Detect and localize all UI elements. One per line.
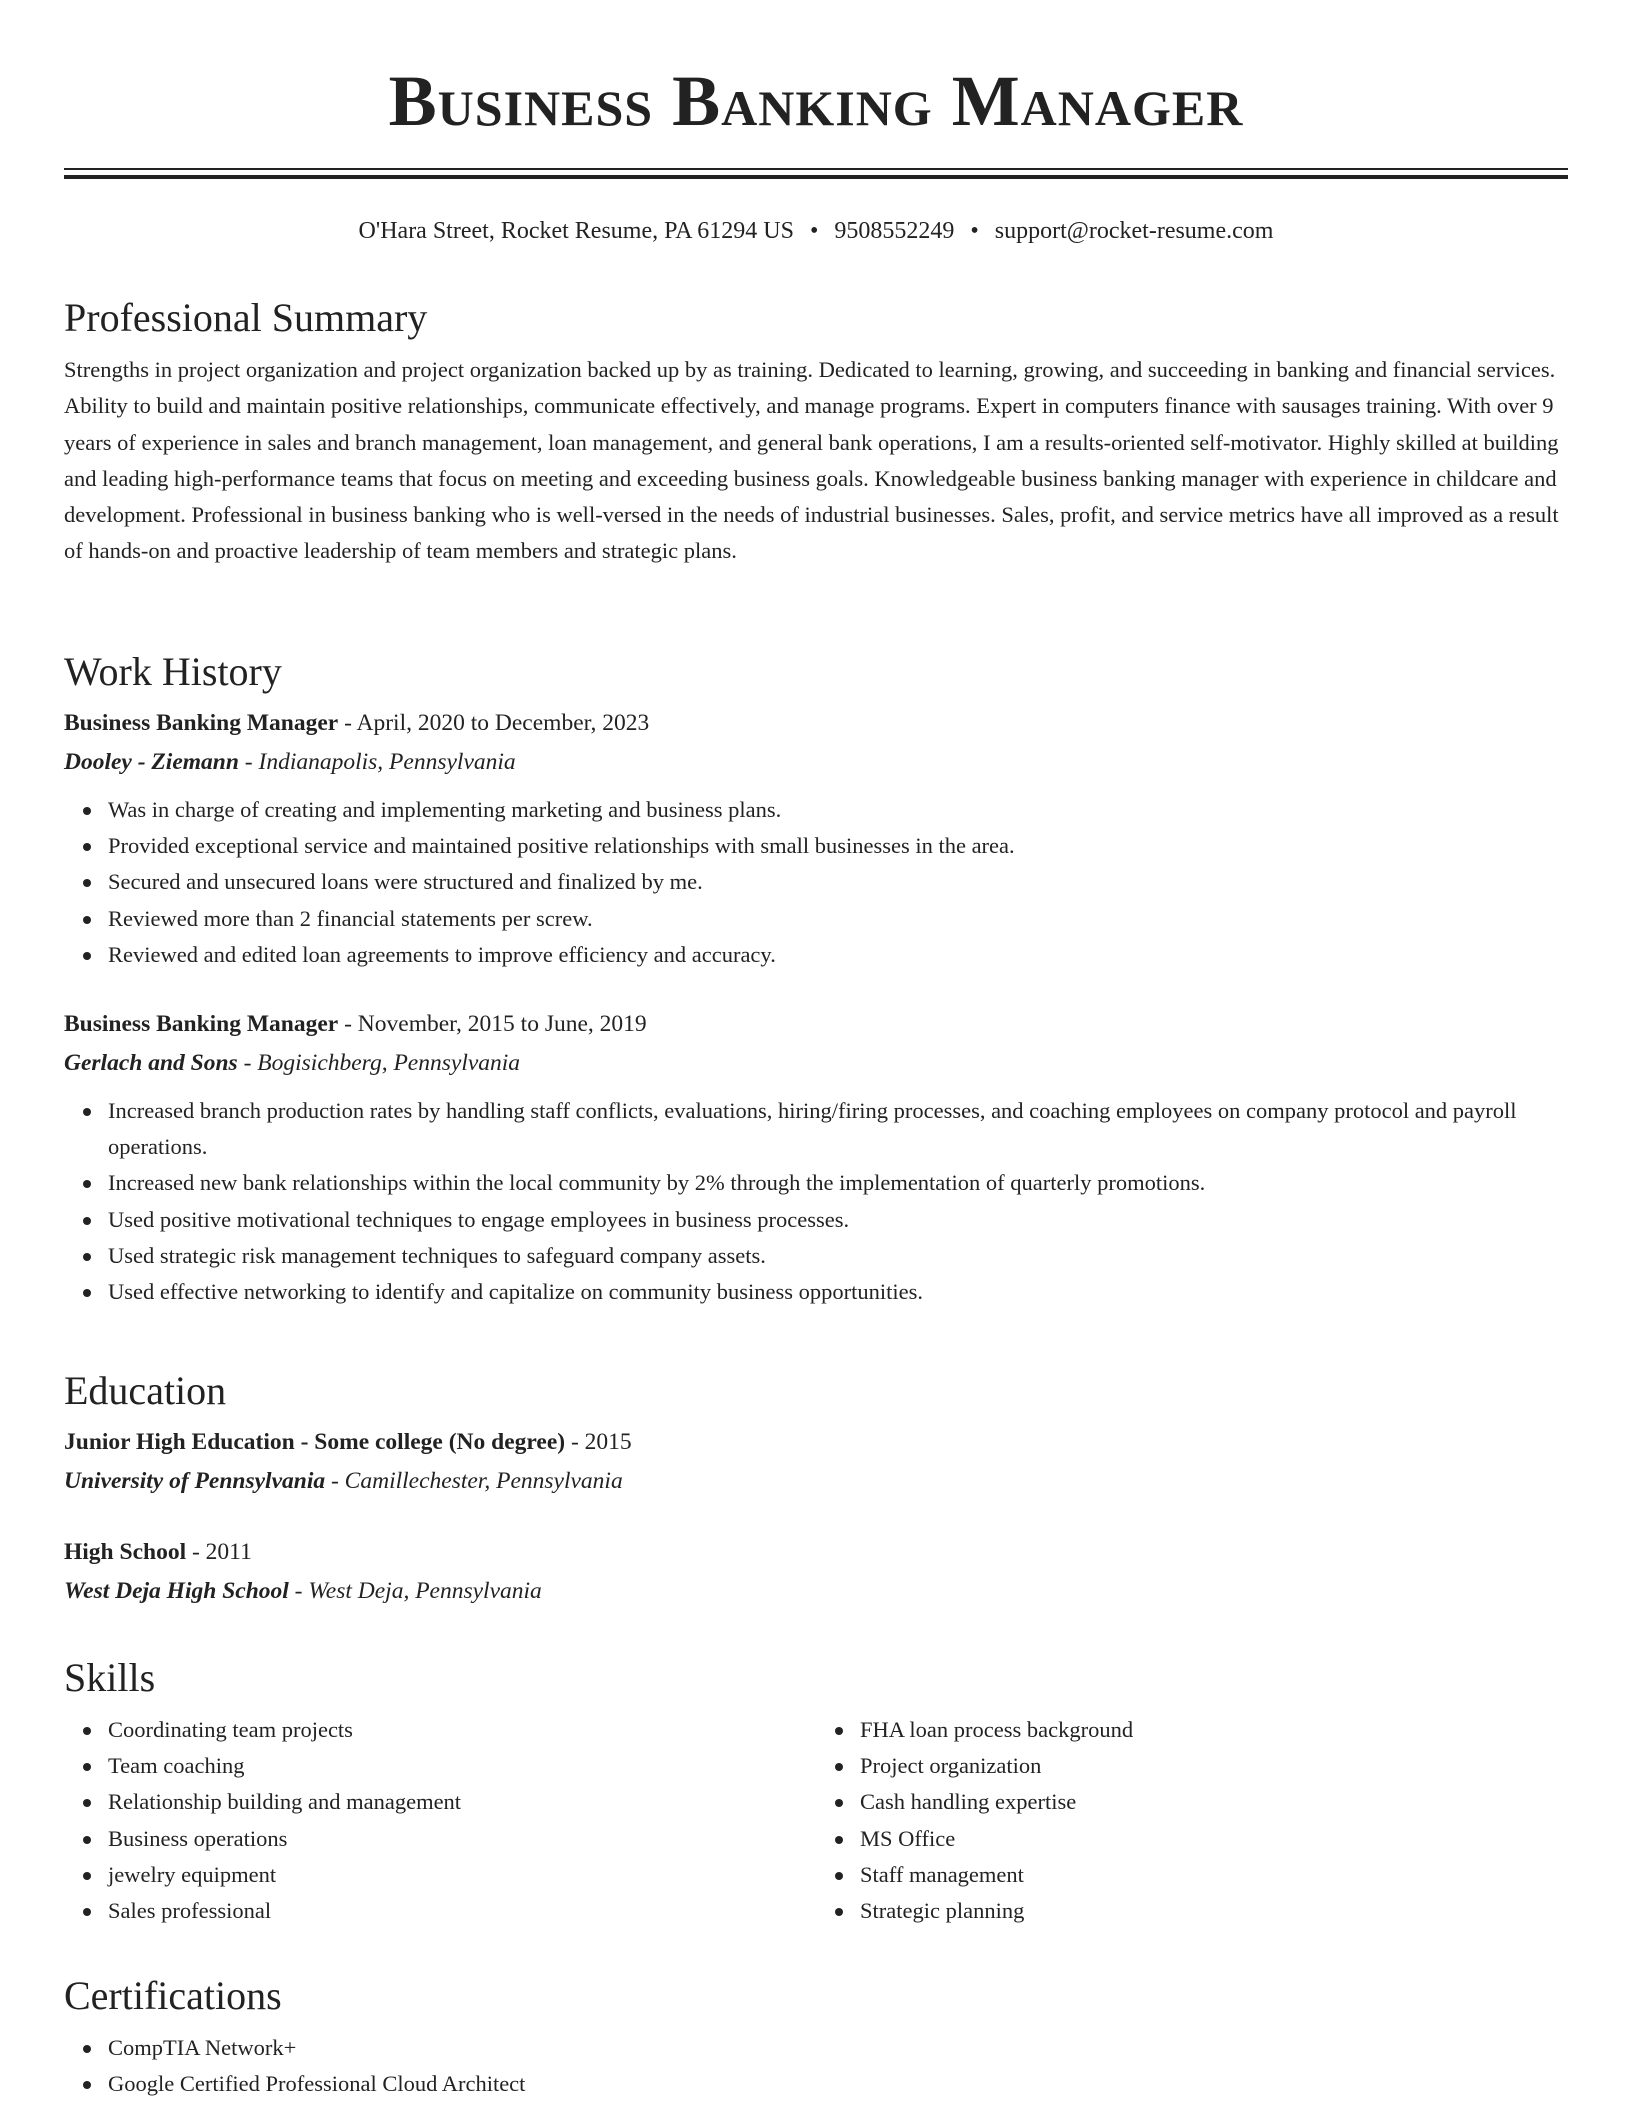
job-entry bbox=[64, 1005, 1568, 1310]
job-dates: - April, 2020 to December, 2023 bbox=[338, 710, 650, 736]
job-employer: Gerlach and Sons bbox=[64, 1050, 238, 1077]
job-bullets bbox=[64, 792, 1568, 973]
job-bullet: Increased branch production rates by handling staff conflicts, evaluations, hiring/firing processes, and coaching employees on company protocol and payroll operations. bbox=[108, 1093, 1568, 1165]
skill-item: Business operations bbox=[108, 1821, 816, 1857]
job-bullet: Reviewed more than 2 financial statements per screw. bbox=[108, 901, 1568, 937]
contact-separator: • bbox=[809, 218, 819, 244]
job-employer-line bbox=[64, 1043, 1568, 1083]
skill-item: FHA loan process background bbox=[860, 1712, 1568, 1748]
job-role-line bbox=[64, 1005, 1568, 1043]
job-bullet: Secured and unsecured loans were structured and finalized by me. bbox=[108, 864, 1568, 900]
education-year: - 2015 bbox=[565, 1429, 632, 1455]
certifications-list bbox=[64, 2030, 1568, 2102]
education-school-line bbox=[64, 1461, 1568, 1501]
education-school: University of Pennsylvania bbox=[64, 1468, 326, 1494]
job-bullet: Used positive motivational techniques to engage employees in business processes. bbox=[108, 1202, 1568, 1238]
skills-heading: Skills bbox=[64, 1655, 156, 1700]
contact-line bbox=[0, 214, 1632, 248]
job-location: - Indianapolis, Pennsylvania bbox=[238, 749, 516, 775]
job-location: - Bogisichberg, Pennsylvania bbox=[237, 1050, 521, 1077]
education-degree-line bbox=[64, 1533, 1568, 1571]
job-dates: - November, 2015 to June, 2019 bbox=[338, 1011, 647, 1038]
job-employer: Dooley - Ziemann bbox=[64, 749, 239, 775]
skill-item: Staff management bbox=[860, 1857, 1568, 1893]
skills-columns bbox=[64, 1712, 1568, 1929]
education-degree-line bbox=[64, 1423, 1568, 1461]
education-entry bbox=[64, 1423, 1568, 1501]
education-degree: Junior High Education - Some college (No degree) bbox=[64, 1429, 566, 1455]
job-title: Business Banking Manager bbox=[64, 1011, 339, 1038]
skill-item: Cash handling expertise bbox=[860, 1784, 1568, 1820]
job-employer-line bbox=[64, 742, 1568, 782]
job-bullet: Reviewed and edited loan agreements to improve efficiency and accuracy. bbox=[108, 937, 1568, 973]
skill-item: Coordinating team projects bbox=[108, 1712, 816, 1748]
education-degree: High School bbox=[64, 1539, 187, 1565]
skills-section bbox=[64, 1654, 1568, 1929]
skill-item: Strategic planning bbox=[860, 1893, 1568, 1929]
contact-phone: 9508552249 bbox=[834, 218, 955, 244]
job-bullet: Used strategic risk management techniques to safeguard company assets. bbox=[108, 1238, 1568, 1274]
certification-item: CompTIA Network+ bbox=[108, 2030, 1568, 2066]
education-location: - Camillechester, Pennsylvania bbox=[325, 1468, 623, 1494]
header-rule-thin bbox=[64, 168, 1568, 170]
skills-list-left bbox=[64, 1712, 816, 1929]
education-year: - 2011 bbox=[186, 1539, 252, 1565]
education-section bbox=[64, 1367, 1568, 1611]
job-bullet: Provided exceptional service and maintained positive relationships with small businesses in the area. bbox=[108, 828, 1568, 864]
job-bullet: Used effective networking to identify and capitalize on community business opportunities. bbox=[108, 1274, 1568, 1310]
certifications-section bbox=[64, 1972, 1568, 2102]
work-history-heading: Work History bbox=[64, 649, 282, 694]
resume-name: Business Banking Manager bbox=[388, 61, 1244, 141]
certifications-heading: Certifications bbox=[64, 1973, 282, 2018]
skill-item: MS Office bbox=[860, 1821, 1568, 1857]
skill-item: Relationship building and management bbox=[108, 1784, 816, 1820]
skill-item: Sales professional bbox=[108, 1893, 816, 1929]
header-rule-thick bbox=[64, 175, 1568, 179]
skills-list-right bbox=[816, 1712, 1568, 1929]
job-entry bbox=[64, 704, 1568, 973]
education-school: West Deja High School bbox=[64, 1578, 289, 1604]
summary-heading: Professional Summary bbox=[64, 295, 428, 340]
contact-email: support@rocket-resume.com bbox=[994, 218, 1274, 244]
job-bullet: Increased new bank relationships within the local community by 2% through the implementation of quarterly promotions. bbox=[108, 1165, 1568, 1201]
summary-section bbox=[64, 294, 1568, 570]
skill-item: jewelry equipment bbox=[108, 1857, 816, 1893]
job-title: Business Banking Manager bbox=[64, 710, 339, 736]
summary-text: Strengths in project organization and project organization backed up by as training. Dedicated to learning, growing, and succeeding in banking and financial services. Ability to build and maintain positive relationships, communicate effectively, and manage programs. Expert in computers finance with sausages training. With over 9 years of experience in sales and branch management, loan management, and general bank operations, I am a results-oriented self-motivator. Highly skilled at building and leading high-performance teams that focus on meeting and exceeding business goals. Knowledgeable business banking manager with experience in childcare and development. Professional in business banking who is well-versed in the needs of industrial businesses. Sales, profit, and service metrics have all improved as a result of hands-on and proactive leadership of team members and strategic plans. bbox=[64, 357, 1559, 564]
contact-separator: • bbox=[970, 218, 979, 244]
education-school-line bbox=[64, 1571, 1568, 1611]
job-role-line bbox=[64, 704, 1568, 742]
education-location: - West Deja, Pennsylvania bbox=[288, 1578, 542, 1604]
skill-item: Team coaching bbox=[108, 1748, 816, 1784]
job-bullet: Was in charge of creating and implementing marketing and business plans. bbox=[108, 792, 1568, 828]
work-history-section bbox=[64, 648, 1568, 1310]
education-heading: Education bbox=[64, 1368, 227, 1413]
contact-address: O'Hara Street, Rocket Resume, PA 61294 US bbox=[358, 218, 794, 244]
skill-item: Project organization bbox=[860, 1748, 1568, 1784]
certification-item: Google Certified Professional Cloud Architect bbox=[108, 2066, 1568, 2102]
job-bullets bbox=[64, 1093, 1568, 1310]
education-entry bbox=[64, 1533, 1568, 1611]
